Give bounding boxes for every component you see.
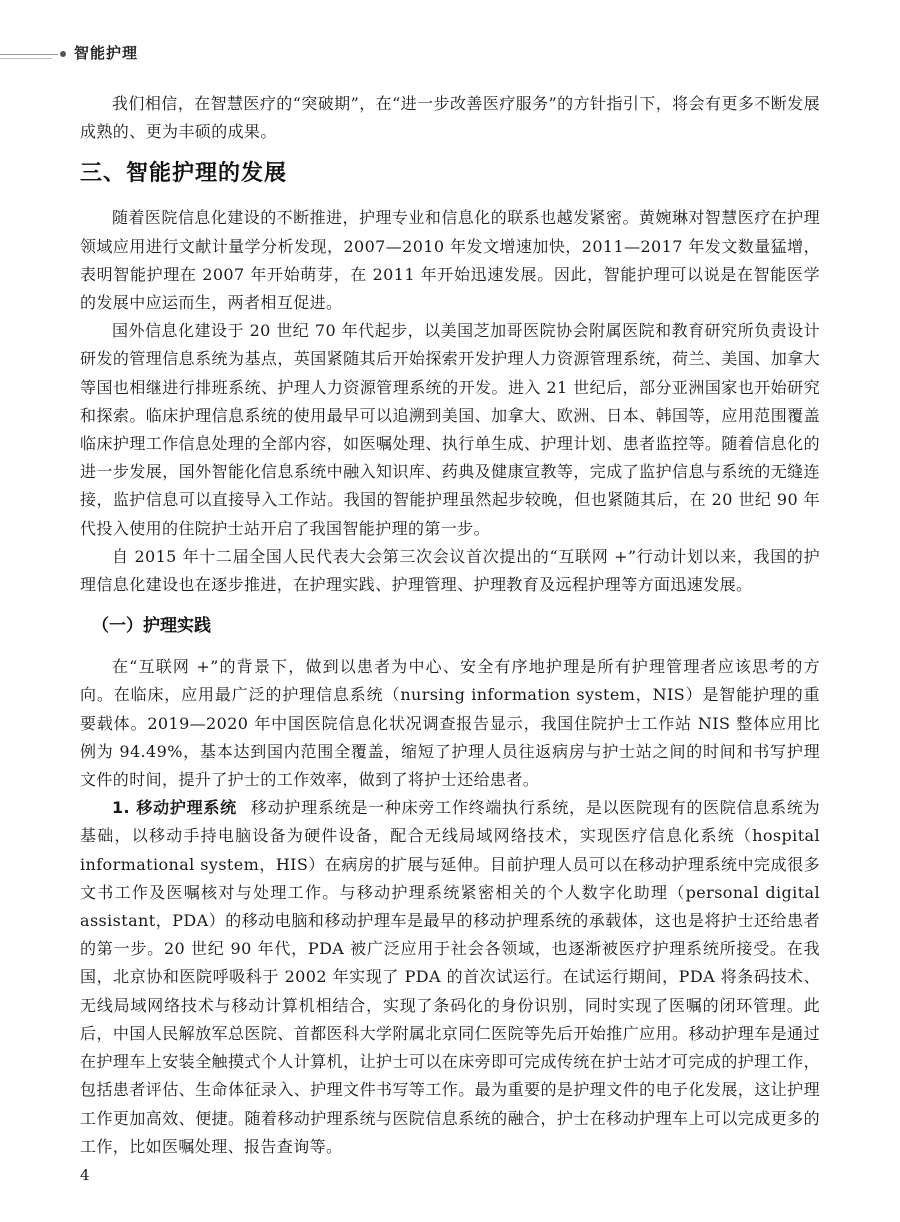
paragraph-mobile-nursing: [80, 794, 820, 1161]
paragraph-development-trend: 随着医院信息化建设的不断推进，护理专业和信息化的联系也越发紧密。黄婉琳对智慧医疗在护理领域应用进行文献计量学分析发现，2007—2010 年发文增速加快，2011—2017 年发文数量猛增，表明智能护理在 2007 年开始萌芽，在 2011 年开始迅速发展。因此，智能护理可以说是在智能医学的发展中应运而生，两者相互促进。: [80, 208, 820, 313]
running-header-title: 智能护理: [74, 44, 139, 62]
paragraph-international-history: 国外信息化建设于 20 世纪 70 年代起步，以美国芝加哥医院协会附属医院和教育研究所负责设计研发的管理信息系统为基点，英国紧随其后开始探索开发护理人力资源管理系统，荷兰、美国、加拿大等国也相继进行排班系统、护理人力资源管理系统的开发。进入 21 世纪后，部分亚洲国家也开始研究和探索。临床护理信息系统的使用最早可以追溯到美国、加拿大、欧洲、日本、韩国等，应用范围覆盖临床护理工作信息处理的全部内容，如医嘱处理、执行单生成、护理计划、患者监控等。随着信息化的进一步发展，国外智能化信息系统中融入知识库、药典及健康宣教等，完成了监护信息与系统的无缝连接，监护信息可以直接导入工作站。我国的智能护理虽然起步较晚，但也紧随其后，在 20 世纪 90 年代投入使用的住院护士站开启了我国智能护理的第一步。: [80, 321, 820, 538]
paragraph-nursing-practice: 在“互联网 +”的背景下，做到以患者为中心、安全有序地护理是所有护理管理者应该思考的方向。在临床，应用最广泛的护理信息系统（nursing information system，NIS）是智能护理的重要载体。2019—2020 年中国医院信息化状况调查报告显示，我国住院护士工作站 NIS 整体应用比例为 94.49%，基本达到国内范围全覆盖，缩短了护理人员往返病房与护士站之间的时间和书写护理文件的时间，提升了护士的工作效率，做到了将护士还给患者。: [80, 657, 820, 790]
header-bullet-icon: [60, 51, 66, 57]
header-rule: [0, 54, 58, 55]
run-in-heading: 1. 移动护理系统: [112, 798, 237, 818]
header-rule-secondary: [0, 58, 52, 59]
page-body: [80, 90, 820, 1161]
subsection-heading: （一）护理实践: [92, 616, 211, 637]
paragraph-internet-plus: 自 2015 年十二届全国人民代表大会第三次会议首次提出的“互联网 +”行动计划以来，我国的护理信息化建设也在逐步推进，在护理实践、护理管理、护理教育及远程护理等方面迅速发展。: [80, 546, 820, 595]
section-heading: 三、智能护理的发展: [80, 161, 288, 187]
running-header: [0, 38, 900, 62]
paragraph-mobile-nursing-text: 移动护理系统是一种床旁工作终端执行系统，是以医院现有的医院信息系统为基础，以移动手持电脑设备为硬件设备，配合无线局域网络技术，实现医疗信息化系统（hospital informational system，HIS）在病房的扩展与延伸。目前护理人员可以在移动护理系统中完成很多文书工作及医嘱核对与处理工作。与移动护理系统紧密相关的个人数字化助理（personal digital assistant，PDA）的移动电脑和移动护理车是最早的移动护理系统的承载体，这也是将护士还给患者的第一步。20 世纪 90 年代，PDA 被广泛应用于社会各领域，也逐渐被医疗护理系统所接受。在我国，北京协和医院呼吸科于 2002 年实现了 PDA 的首次试运行。在试运行期间，PDA 将条码技术、无线局域网络技术与移动计算机相结合，实现了条码化的身份识别，同时实现了医嘱的闭环管理。此后，中国人民解放军总医院、首都医科大学附属北京同仁医院等先后开始推广应用。移动护理车是通过在护理车上安装全触摸式个人计算机，让护士可以在床旁即可完成传统在护士站才可完成的护理工作，包括患者评估、生命体征录入、护理文件书写等工作。最为重要的是护理文件的电子化发展，这让护理工作更加高效、便捷。随着移动护理系统与医院信息系统的融合，护士在移动护理车上可以完成更多的工作，比如医嘱处理、报告查询等。: [80, 798, 820, 1156]
page-number: 4: [80, 1166, 90, 1184]
paragraph-intro-conclusion: 我们相信，在智慧医疗的“突破期”，在“进一步改善医疗服务”的方针指引下，将会有更多不断发展成熟的、更为丰硕的成果。: [80, 94, 820, 142]
